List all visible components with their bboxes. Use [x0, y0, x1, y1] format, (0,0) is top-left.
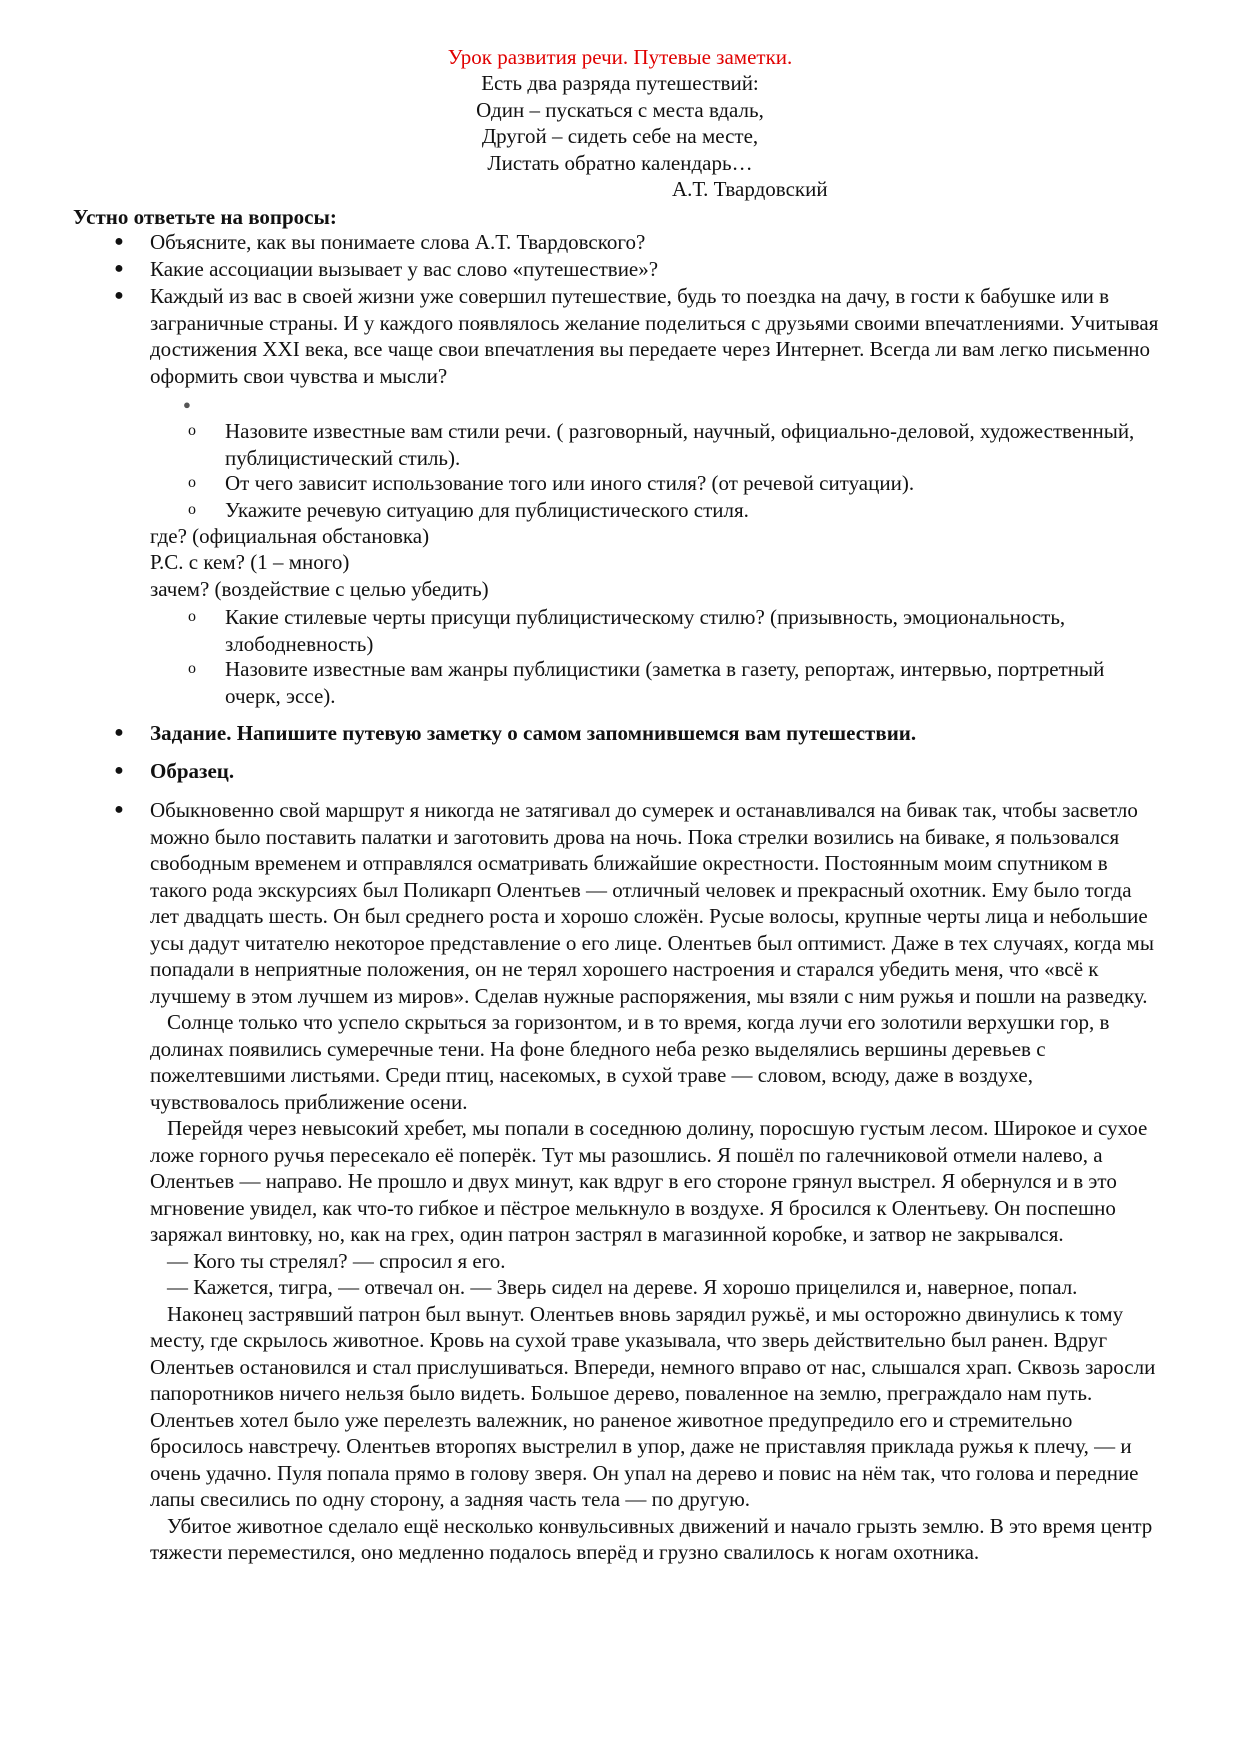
bullet-icon: ●	[114, 801, 124, 818]
epigraph-line: Листать обратно календарь…	[487, 150, 753, 175]
lesson-title: Урок развития речи. Путевые заметки.	[447, 45, 793, 69]
bullet-icon: ●	[114, 260, 124, 277]
bullet-icon: ●	[114, 724, 124, 741]
list-item: Объясните, как вы понимаете слова А.Т. Твардовского?	[150, 230, 646, 254]
epigraph-line: Один – пускаться с места вдаль,	[476, 97, 764, 122]
circle-bullet-icon: o	[188, 608, 196, 625]
situation-line: зачем? (воздействие с целью убедить)	[150, 577, 489, 601]
sample-label: Образец.	[150, 759, 235, 783]
circle-bullet-icon: o	[188, 501, 196, 518]
sample-paragraph: Солнце только что успело скрыться за горизонтом, и в то время, когда лучи его золотили верхушки гор, в долинах появились сумеречные тени. На фоне бледного неба резко выделялись вершины деревьев с пожелтевшими листьями. Среди птиц, насекомых, в сухой траве — словом, всюду, даже в воздухе, чувствовалось приближение осени.	[150, 1010, 1110, 1114]
sub-list-item: Какие стилевые черты присущи публицистическому стилю? (призывность, эмоциональность, злободневность)	[225, 605, 1066, 656]
circle-bullet-icon: o	[188, 660, 196, 677]
epigraph-line: Есть два разряда путешествий:	[481, 71, 759, 95]
sample-paragraph: — Кажется, тигра, — отвечал он. — Зверь сидел на дереве. Я хорошо прицелился и, наверное, попал.	[167, 1275, 1078, 1299]
sub-list-item: Укажите речевую ситуацию для публицистического стиля.	[225, 498, 749, 522]
empty-bullet-icon: ●	[183, 397, 191, 412]
circle-bullet-icon: o	[188, 474, 196, 491]
questions-heading: Устно ответьте на вопросы:	[73, 205, 337, 229]
situation-line: Р.С. с кем? (1 – много)	[150, 550, 350, 574]
sample-text	[150, 797, 1160, 1566]
sub-list-item: От чего зависит использование того или иного стиля? (от речевой ситуации).	[225, 471, 915, 495]
list-item: Каждый из вас в своей жизни уже совершил путешествие, будь то поездка на дачу, в гости к бабушке или в заграничные страны. И у каждого появлялось желание поделиться с друзьями своими впечатлениями. Учитывая достижения XXI века, все чаще свои впечатления вы передаете через Интернет. Всегда ли вам легко письменно оформить свои чувства и мысли?	[150, 284, 1159, 388]
situation-line: где? (официальная обстановка)	[150, 524, 430, 548]
sample-paragraph: Перейдя через невысокий хребет, мы попали в соседнюю долину, поросшую густым лесом. Широкое и сухое ложе горного ручья пересекало её поперёк. Тут мы разошлись. Я пошёл по галечниковой отмели налево, а Олентьев — направо. Не прошло и двух минут, как вдруг в его стороне грянул выстрел. Я обернулся и в это мгновение увидел, как что-то гибкое и пёстрое мелькнуло в воздухе. Я бросился к Олентьеву. Он поспешно заряжал винтовку, но, как на грех, один патрон застрял в магазинной коробке, и затвор не закрывался.	[150, 1116, 1148, 1246]
sample-paragraph: Наконец застрявший патрон был вынут. Олентьев вновь зарядил ружьё, и мы осторожно двинулись к тому месту, где скрылось животное. Кровь на сухой траве указывала, что зверь действительно был ранен. Вдруг Олентьев остановился и стал прислушиваться. Впереди, немного вправо от нас, слышался храп. Сквозь заросли папоротников ничего нельзя было видеть. Большое дерево, поваленное на землю, преграждало нам путь. Олентьев хотел было уже перелезть валежник, но раненое животное предупредило его и стремительно бросилось навстречу. Олентьев второпях выстрелил в упор, даже не приставляя приклада ружья к плечу, — и очень удачно. Пуля попала прямо в голову зверя. Он упал на дерево и повис на нём так, что голова и передние лапы свесились по одну сторону, а задняя часть тела — по другую.	[150, 1301, 1156, 1511]
sample-paragraph: Обыкновенно свой маршрут я никогда не затягивал до сумерек и останавливался на бивак так, чтобы засветло можно было поставить палатки и заготовить дрова на ночь. Пока стрелки возились на биваке, я пользовался свободным временем и отправлялся осматривать ближайшие окрестности. Постоянным моим спутником в такого рода экскурсиях был Поликарп Олентьев — отличный человек и прекрасный охотник. Ему было тогда лет двадцать шесть. Он был среднего роста и хорошо сложён. Русые волосы, крупные черты лица и небольшие усы дадут читателю некоторое представление о его лице. Олентьев был оптимист. Даже в тех случаях, когда мы попадали в неприятные положения, он не терял хорошего настроения и старался убедить меня, что «всё к лучшему в этом лучшем из миров». Сделав нужные распоряжения, мы взяли с ним ружья и пошли на разведку.	[150, 798, 1154, 1008]
epigraph-line: Другой – сидеть себе на месте,	[481, 124, 759, 148]
task-text: Задание. Напишите путевую заметку о самом запомнившемся вам путешествии.	[150, 721, 917, 745]
circle-bullet-icon: o	[188, 422, 196, 439]
epigraph	[0, 70, 1240, 176]
sub-list-item: Назовите известные вам стили речи. ( разговорный, научный, официально-деловой, художественный, публицистический стиль).	[225, 419, 1135, 470]
sample-paragraph: — Кого ты стрелял? — спросил я его.	[167, 1248, 506, 1273]
sub-list-item: Назовите известные вам жанры публицистики (заметка в газету, репортаж, интервью, портретный очерк, эссе).	[225, 657, 1105, 708]
sample-paragraph: Убитое животное сделало ещё несколько конвульсивных движений и начало грызть землю. В это время центр тяжести переместился, оно медленно подалось вперёд и грузно свалилось к ногам охотника.	[150, 1513, 1153, 1564]
bullet-icon: ●	[114, 287, 124, 304]
bullet-icon: ●	[114, 762, 124, 779]
bullet-icon: ●	[114, 233, 124, 250]
epigraph-author: А.Т. Твардовский	[672, 177, 828, 201]
list-item: Какие ассоциации вызывает у вас слово «путешествие»?	[150, 257, 659, 281]
